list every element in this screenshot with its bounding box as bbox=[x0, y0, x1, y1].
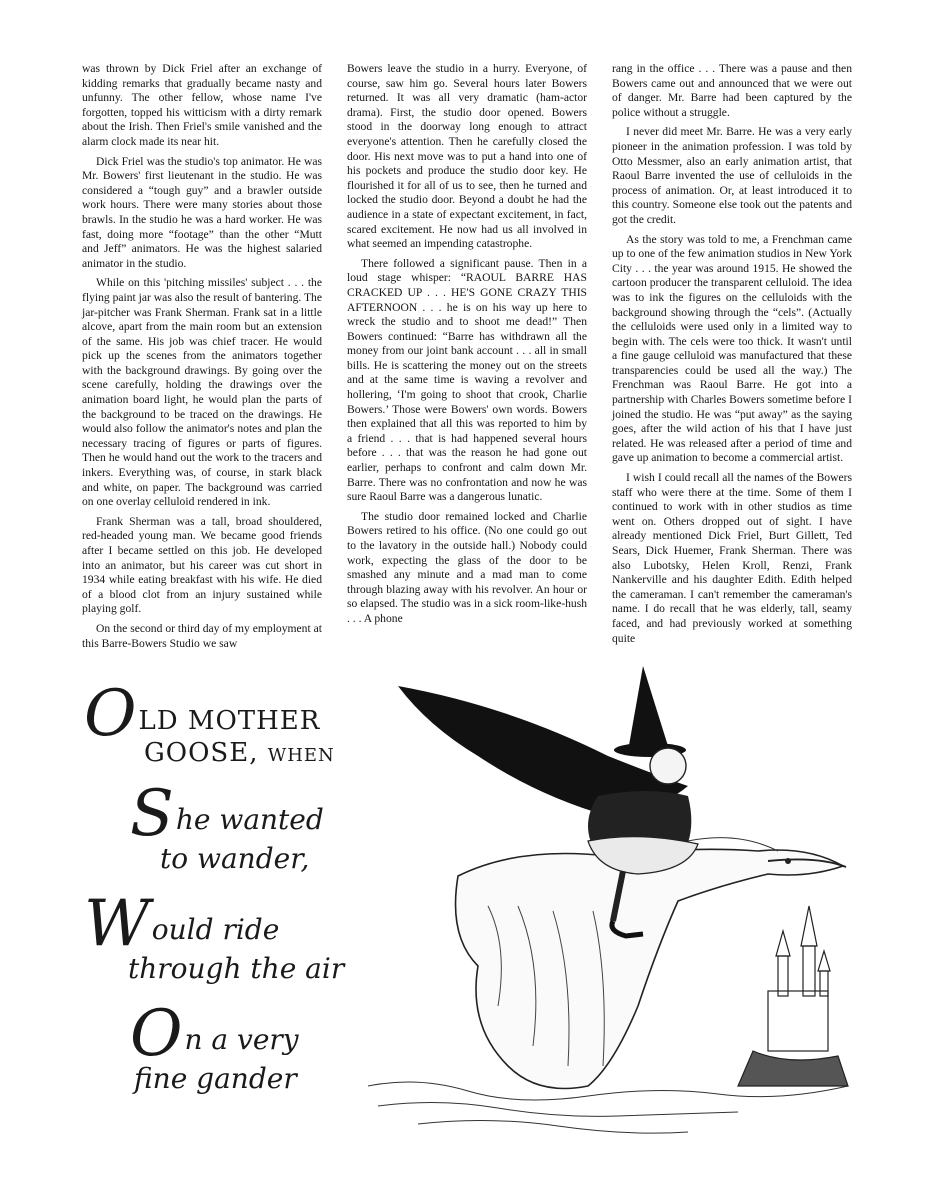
paragraph: Bowers leave the studio in a hurry. Everyone, of course, saw him go. Several hours later Bowers returned. It was all very dramatic (ham-actor drama). First, the studio door opened. Bowers stood in the doorway long enough to attract everyone's attention. Then he carefully closed the door. His next move was to put a hand into one of his pockets and produce the studio door key. He flourished it for all of us to see, then he turned and locked the studio door. Beyond a doubt he had the audience in a state of expectant excitement, in fact, scared excitement. He now had us all involved in what seemed an impending catastrophe. bbox=[347, 62, 587, 251]
paragraph: On the second or third day of my employment at this Barre-Bowers Studio we saw bbox=[82, 621, 322, 650]
rhyme-stanza-2 bbox=[130, 777, 384, 896]
rhyme-stanza-1 bbox=[84, 677, 384, 786]
rhyme-dropcap: S bbox=[130, 777, 174, 851]
paragraph: Frank Sherman was a tall, broad shouldered, red-headed young man. We became good friends after I became settled on this job. He developed into an animator, but his career was cut short in 1934 while eating breakfast with his wife. He died of a blood clot from an injury sustained while playing golf. bbox=[82, 514, 322, 616]
rhyme-line: through the air bbox=[128, 952, 345, 985]
rhyme-line: fine gander bbox=[134, 1062, 297, 1095]
rhyme-stanza-3 bbox=[84, 887, 384, 1006]
rhyme-line: GOOSE, when bbox=[144, 738, 335, 768]
rhyme-line: ould ride bbox=[151, 913, 280, 946]
paragraph: There followed a significant pause. Then in a loud stage whisper: “RAOUL BARRE HAS CRACKED UP . . . HE'S GONE CRAZY THIS AFTERNOON . . . he is on his way up here to wreck the studio and to shoot me dead!” Then Bowers continued: “Barre has withdrawn all the money from our joint bank account . . . all in small bills. He is scattering the money out on the streets and at the same time is waving a revolver and hollering, ‘I'm going to shoot that crook, Charlie Bowers.’ Those were Bowers' own words. Bowers then explained that all this was reported to him by a friend . . . that is had happened several hours before . . . that was the reason he had gone out earlier, perhaps to confront and calm down Mr. Barre. There was no confrontation and now he was sure Raoul Barre was a dangerous lunatic. bbox=[347, 256, 587, 504]
mother-goose-rhyme bbox=[84, 677, 384, 1126]
rhyme-dropcap: O bbox=[130, 997, 183, 1071]
ground-scribble bbox=[368, 1082, 848, 1133]
paragraph: rang in the office . . . There was a pause and then Bowers came out and announced that we were out of danger. Mr. Barre had been captured by the police without a struggle. bbox=[612, 62, 852, 119]
rhyme-stanza-4 bbox=[130, 997, 384, 1116]
paragraph: As the story was told to me, a Frenchman came up to one of the few animation studios in New York City . . . the year was around 1915. He showed the cartoon producer the transparent celluloid. The idea was to ink the figures on the celluloids with the background showing through the “cels”. (Actually the celluloids were used only in a limited way to begin with. The cels were too thick. It wasn't until a fine gauge celluloid was manufactured that these transparencies could be used all the way.) The Frenchman was Raoul Barre. He got into a partnership with Charles Bowers sometime before I joined the studio. He was “put away” as the saying goes, after the wild action of his that I have just related. He was released after a period of time and gave up animation to become a commercial artist. bbox=[612, 232, 852, 465]
rhyme-line: LD MOTHER bbox=[138, 706, 321, 736]
paragraph: was thrown by Dick Friel after an exchange of kidding remarks that gradually became nasty and unfunny. The other fellow, whose name I've forgotten, topped his witticism with a dirty remark about the Irish. Then Friel's smile vanished and the alarm clock made its near hit. bbox=[82, 62, 322, 148]
article-column-1 bbox=[82, 62, 322, 650]
mother-goose-illustration bbox=[358, 646, 858, 1146]
paragraph: While on this 'pitching missiles' subject . . . the flying paint jar was also the result of bantering. The jar-pitcher was Frank Sherman. Frank sat in a little alcove, apart from the main room but an extension of the same. His job was chief tracer. He would pick up the scenes from the animators together with the background drawings. By going over the scene carefully, holding the drawings over the animation board light, he would plan the parts of the background to be traced on the drawings. He would also follow the animator's notes and plan the necessary tracing of figures or parts of figures. Then he would hand out the work to the tracers and inkers. Everything was, of course, in stark black and white, on paper. The background was carried on one overlay celluloid rendered in ink. bbox=[82, 276, 322, 509]
witch-hat-icon bbox=[614, 666, 686, 757]
paragraph: The studio door remained locked and Charlie Bowers retired to his office. (No one could go out to the lavatory in the outside hall.) Nobody could work, expecting the glass of the door to be smashed any minute and a mad man to come through blazing away with his revolver. An hour or so elapsed. The studio was in a sick room-like-hush . . . A phone bbox=[347, 509, 587, 625]
article-columns bbox=[82, 62, 852, 650]
paragraph: I never did meet Mr. Barre. He was a very early pioneer in the animation profession. I was told by Otto Messmer, also an early animation artist, that Raoul Barre invented the use of celluloids in the process of animation. Or, at least introduced it to this country. Someone else took out the patents and got the credit. bbox=[612, 125, 852, 226]
rhyme-line: n a very bbox=[184, 1023, 299, 1056]
rhyme-dropcap: W bbox=[84, 887, 150, 961]
article-column-3 bbox=[612, 62, 852, 645]
rhyme-dropcap: O bbox=[84, 677, 137, 751]
paragraph: Dick Friel was the studio's top animator. He was Mr. Bowers' first lieutenant in the studio. He was considered a “tough guy” and a brawler outside work hours. There were many stories about those brawls. In the studio he was a hard worker. He was fast, doing more “footage” than the other “Mutt and Jeff” animators. He was the highest salaried animator in the studio. bbox=[82, 154, 322, 270]
rhyme-line: he wanted bbox=[175, 803, 324, 836]
article-column-2 bbox=[347, 62, 587, 632]
castle-icon bbox=[738, 906, 848, 1086]
rhyme-line: to wander, bbox=[160, 842, 310, 875]
paragraph: I wish I could recall all the names of the Bowers staff who were there at the time. Some of them I continued to work with in other studios as time went on. Others dropped out of sight. I have already mentioned Dick Friel, Burt Gillett, Ted Sears, Dick Huemer, Frank Sherman. There was also Lubotsky, Helen Kroll, Renzi, Frank Nankerville and his daughter Edith. Edith helped the cameraman. I can't remember the cameraman's name. I do recall that he was elderly, tall, seamy faced, and had previously worked at something quite bbox=[612, 471, 852, 645]
